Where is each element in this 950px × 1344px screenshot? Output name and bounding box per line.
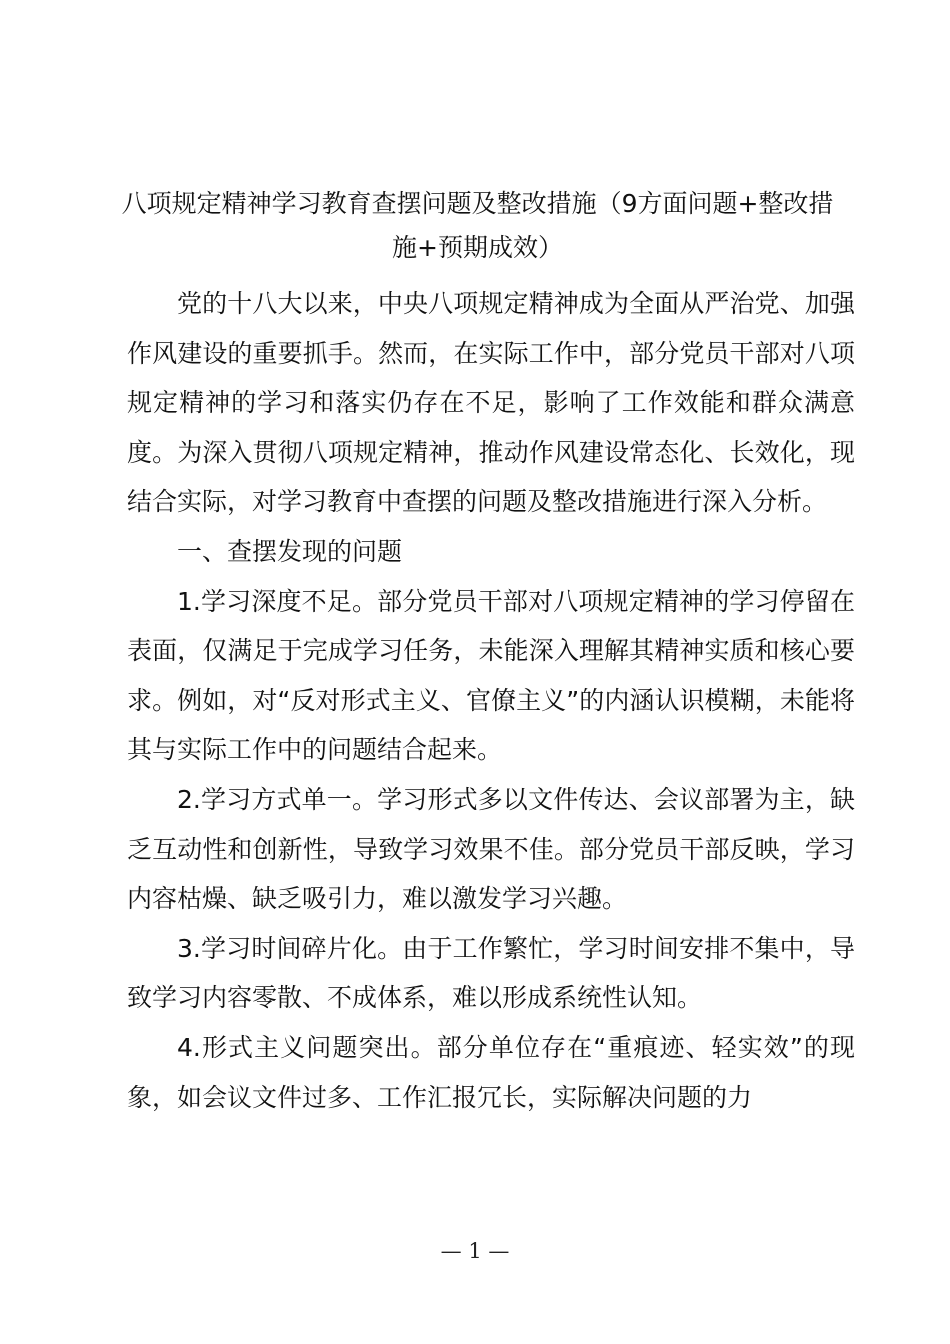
section-heading: 一、查摆发现的问题	[177, 536, 403, 566]
intro-paragraph: 党的十八大以来，中央八项规定精神成为全面从严治党、加强作风建设的重要抓手。然而，在实际工作中，部分党员干部对八项规定精神的学习和落实仍存在不足，影响了工作效能和群众满意度。为深入贯彻八项规定精神，推动作风建设常态化、长效化，现结合实际，对学习教育中查摆的问题及整改措施进行深入分析。	[127, 289, 855, 517]
issue-paragraph-1: 1.学习深度不足。部分党员干部对八项规定精神的学习停留在表面，仅满足于完成学习任务，未能深入理解其精神实质和核心要求。例如，对“反对形式主义、官僚主义”的内涵认识模糊，未能将其与实际工作中的问题结合起来。	[127, 586, 855, 765]
page-number: — 1 —	[440, 1239, 510, 1263]
issue-paragraph-2: 2.学习方式单一。学习形式多以文件传达、会议部署为主，缺乏互动性和创新性，导致学习效果不佳。部分党员干部反映，学习内容枯燥、缺乏吸引力，难以激发学习兴趣。	[127, 784, 855, 914]
issue-paragraph-4: 4.形式主义问题突出。部分单位存在“重痕迹、轻实效”的现象，如会议文件过多、工作汇报冗长，实际解决问题的力	[127, 1032, 855, 1112]
document-title: 八项规定精神学习教育查摆问题及整改措施（9方面问题+整改措施+预期成效）	[121, 189, 834, 262]
issue-paragraph-3: 3.学习时间碎片化。由于工作繁忙，学习时间安排不集中，导致学习内容零散、不成体系，难以形成系统性认知。	[127, 933, 855, 1013]
document-body	[127, 279, 855, 1122]
